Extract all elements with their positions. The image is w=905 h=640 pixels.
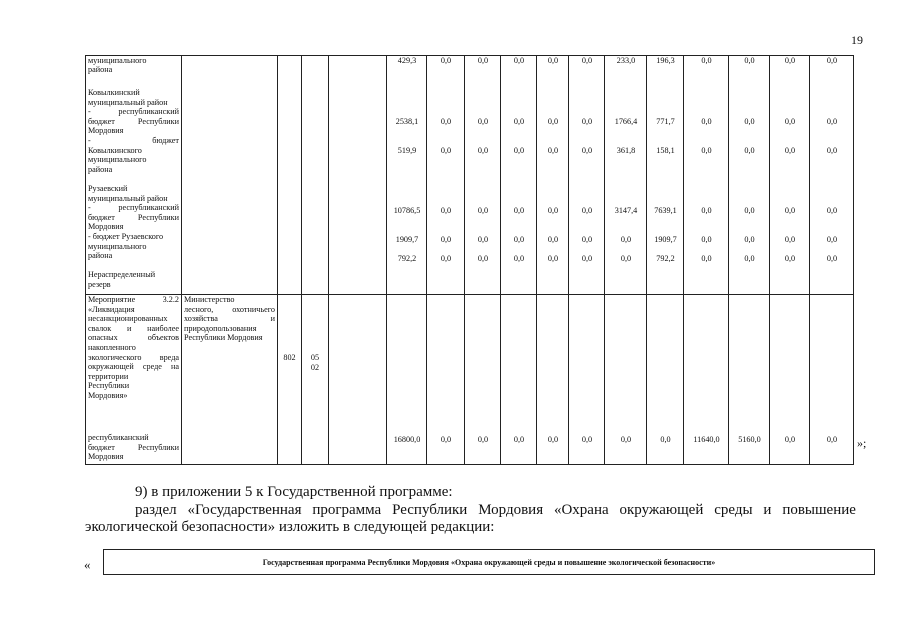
amount-value: 0,0 xyxy=(547,435,559,444)
territory-text-line: района xyxy=(88,165,113,174)
amount-value: 0,0 xyxy=(826,56,838,65)
territory-text-line: Мордовия xyxy=(88,126,124,135)
amount-value: 0,0 xyxy=(440,56,452,65)
event-text-line: республиканский xyxy=(88,433,149,442)
event-cell xyxy=(86,295,182,465)
event-text-line: накопленного xyxy=(88,343,136,352)
amount-value: 1909,7 xyxy=(654,235,677,244)
amount-value: 0,0 xyxy=(440,235,452,244)
event-text-line: «Ликвидация xyxy=(88,305,135,314)
territory-text-line: - бюджет Рузаевского xyxy=(88,232,164,241)
event-text-line: Мероприятие 3.2.2 xyxy=(88,295,179,304)
event-text-line: экологического вреда xyxy=(88,353,179,362)
amount-value: 0,0 xyxy=(440,206,452,215)
amount-value: 0,0 xyxy=(440,254,452,263)
territory-cell xyxy=(86,56,182,295)
territory-text-line: Ковылкинский xyxy=(88,88,140,97)
paragraph-word: повышение xyxy=(782,502,856,518)
amount-value: 519,9 xyxy=(397,146,417,155)
paragraph-word: «Государственная xyxy=(187,502,302,518)
amount-value: 0,0 xyxy=(440,146,452,155)
amount-value: 0,0 xyxy=(826,146,838,155)
amount-value: 0,0 xyxy=(440,435,452,444)
territory-text-line: Ковылкинского xyxy=(88,146,142,155)
amount-value: 0,0 xyxy=(784,206,796,215)
amount-value: 0,0 xyxy=(581,235,593,244)
amount-value: 0,0 xyxy=(784,117,796,126)
paragraph-word: среды xyxy=(714,502,753,518)
amount-value: 0,0 xyxy=(581,117,593,126)
amount-value: 0,0 xyxy=(581,56,593,65)
amount-value: 0,0 xyxy=(547,146,559,155)
territory-text-line: Мордовия xyxy=(88,222,124,231)
amount-value: 0,0 xyxy=(826,435,838,444)
amount-value: 0,0 xyxy=(513,435,525,444)
table-row xyxy=(86,56,854,295)
amount-value: 0,0 xyxy=(784,435,796,444)
territory-text-line: резерв xyxy=(88,280,111,289)
amount-value: 0,0 xyxy=(440,117,452,126)
rzpr-cell xyxy=(302,295,329,465)
paragraph-word: окружающей xyxy=(619,502,704,518)
paragraph-word: Мордовия xyxy=(478,502,544,518)
amount-value: 1909,7 xyxy=(395,235,419,244)
amount-value: 0,0 xyxy=(477,206,489,215)
grbs-cell xyxy=(278,56,302,295)
amount-value: 0,0 xyxy=(744,56,755,65)
amount-value: 0,0 xyxy=(826,235,838,244)
paragraph-line-2: экологической безопасности» изложить в следующей редакции: xyxy=(85,519,495,535)
program-title-box xyxy=(103,549,875,575)
amount-value: 0,0 xyxy=(477,254,489,263)
amount-value: 16800,0 xyxy=(393,435,421,444)
amount-value: 0,0 xyxy=(477,56,489,65)
amount-value: 0,0 xyxy=(784,56,796,65)
territory-text-line: муниципальный район xyxy=(88,194,168,203)
item-heading: 9) в приложении 5 к Государственной программе: xyxy=(135,484,453,500)
amount-value: 0,0 xyxy=(477,435,489,444)
event-text-line: Республики xyxy=(88,381,130,390)
amount-value: 429,3 xyxy=(397,56,417,65)
amount-value: 196,3 xyxy=(656,56,675,65)
territory-text-line: бюджет Республики xyxy=(88,213,179,222)
open-quote-mark: « xyxy=(84,557,91,572)
amount-value: 0,0 xyxy=(826,206,838,215)
amount-value: 0,0 xyxy=(477,117,489,126)
amount-value: 0,0 xyxy=(513,146,525,155)
amount-value: 0,0 xyxy=(581,146,593,155)
territory-text-line: района xyxy=(88,251,113,260)
ministry-text-line: природопользования xyxy=(184,324,257,333)
amount-value: 0,0 xyxy=(701,56,712,65)
event-text-line: несанкционированных xyxy=(88,314,168,323)
grbs-code: 802 xyxy=(283,353,296,362)
territory-text-line: района xyxy=(88,65,113,74)
grbs-cell xyxy=(278,295,302,465)
ministry-text-line: хозяйства и xyxy=(184,314,275,323)
amount-value: 792,2 xyxy=(656,254,675,263)
territory-text-line: бюджет Республики xyxy=(88,117,179,126)
territory-text-line: муниципального xyxy=(88,242,147,251)
ministry-text-line: Республики Мордовия xyxy=(184,333,263,342)
amount-value: 5160,0 xyxy=(738,435,761,444)
amount-value: 0,0 xyxy=(581,254,593,263)
paragraph-word: раздел xyxy=(135,502,177,518)
territory-text-line: муниципального xyxy=(88,56,147,65)
page-number: 19 xyxy=(851,33,863,47)
amount-value: 0,0 xyxy=(826,254,838,263)
amount-value: 0,0 xyxy=(784,146,796,155)
amount-value: 0,0 xyxy=(513,254,525,263)
territory-text-line: - республиканский xyxy=(88,203,179,212)
amount-value: 0,0 xyxy=(701,206,712,215)
event-text-line: свалок и наиболее xyxy=(88,324,179,333)
amount-value: 0,0 xyxy=(620,254,632,263)
csr-cell xyxy=(329,56,387,295)
amount-value: 0,0 xyxy=(477,146,489,155)
amount-value: 0,0 xyxy=(701,235,712,244)
amount-value: 771,7 xyxy=(656,117,675,126)
amount-value: 0,0 xyxy=(701,254,712,263)
csr-cell xyxy=(329,295,387,465)
amount-value: 0,0 xyxy=(784,254,796,263)
amount-value: 361,8 xyxy=(616,146,636,155)
ministry-cell xyxy=(182,295,278,465)
amount-value: 0,0 xyxy=(744,206,755,215)
closing-quote-mark: »; xyxy=(857,436,867,450)
territory-text-line: Нераспределенный xyxy=(88,270,156,279)
amount-value: 0,0 xyxy=(547,56,559,65)
amount-value: 0,0 xyxy=(547,235,559,244)
amount-value: 233,0 xyxy=(616,56,636,65)
ministry-text-line: Министерство xyxy=(184,295,235,304)
table-row xyxy=(86,295,854,465)
amount-value: 0,0 xyxy=(547,206,559,215)
amount-value: 0,0 xyxy=(513,206,525,215)
amount-value: 2538,1 xyxy=(395,117,419,126)
amount-value: 0,0 xyxy=(513,56,525,65)
amount-value: 0,0 xyxy=(513,117,525,126)
executor-cell xyxy=(182,56,278,295)
amount-value: 0,0 xyxy=(744,235,755,244)
event-text-line: Мордовия xyxy=(88,452,124,461)
amount-value: 0,0 xyxy=(744,117,755,126)
amount-value: 0,0 xyxy=(547,254,559,263)
rzpr-code: 02 xyxy=(310,363,320,372)
territory-text-line: муниципального xyxy=(88,155,147,164)
amounts-cell xyxy=(387,56,854,295)
event-amounts-cell xyxy=(387,295,854,465)
territory-text-line: - республиканский xyxy=(88,107,179,116)
paragraph-word: «Охрана xyxy=(553,502,609,518)
amount-value: 0,0 xyxy=(513,235,525,244)
territory-text-line: муниципальный район xyxy=(88,98,168,107)
amount-value: 0,0 xyxy=(744,254,755,263)
territory-text-line: - бюджет xyxy=(88,136,179,145)
event-text-line: территории xyxy=(88,372,129,381)
paragraph-word: и xyxy=(763,502,772,518)
paragraph-word: программа xyxy=(312,502,382,518)
amount-value: 1766,4 xyxy=(614,117,638,126)
rzpr-cell xyxy=(302,56,329,295)
amount-value: 0,0 xyxy=(744,146,755,155)
amount-value: 0,0 xyxy=(620,235,632,244)
amount-value: 0,0 xyxy=(620,435,632,444)
rzpr-code: 05 xyxy=(310,353,320,362)
amount-value: 0,0 xyxy=(547,117,559,126)
amount-value: 11640,0 xyxy=(693,435,720,444)
budget-table xyxy=(85,55,854,465)
paragraph-word: Республики xyxy=(392,502,468,518)
amount-value: 792,2 xyxy=(397,254,417,263)
event-text-line: бюджет Республики xyxy=(88,443,179,452)
program-title: Государственная программа Республики Мордовия «Охрана окружающей среды и повышение экологической безопасности» xyxy=(262,557,716,567)
ministry-text-line: лесного, охотничьего xyxy=(184,305,275,314)
amount-value: 0,0 xyxy=(701,117,712,126)
amount-value: 0,0 xyxy=(826,117,838,126)
amount-value: 0,0 xyxy=(660,435,671,444)
amount-value: 0,0 xyxy=(581,435,593,444)
event-text-line: опасных объектов xyxy=(88,333,179,342)
amount-value: 158,1 xyxy=(656,146,675,155)
paragraph-line-1 xyxy=(135,502,856,519)
event-text-line: Мордовия» xyxy=(88,391,128,400)
amount-value: 0,0 xyxy=(784,235,796,244)
amount-value: 0,0 xyxy=(581,206,593,215)
amount-value: 3147,4 xyxy=(614,206,638,215)
amount-value: 10786,5 xyxy=(393,206,421,215)
amount-value: 0,0 xyxy=(701,146,712,155)
amount-value: 0,0 xyxy=(477,235,489,244)
territory-text-line: Рузаевский xyxy=(88,184,128,193)
event-text-line: окружающей среде на xyxy=(88,362,179,371)
amount-value: 7639,1 xyxy=(654,206,677,215)
